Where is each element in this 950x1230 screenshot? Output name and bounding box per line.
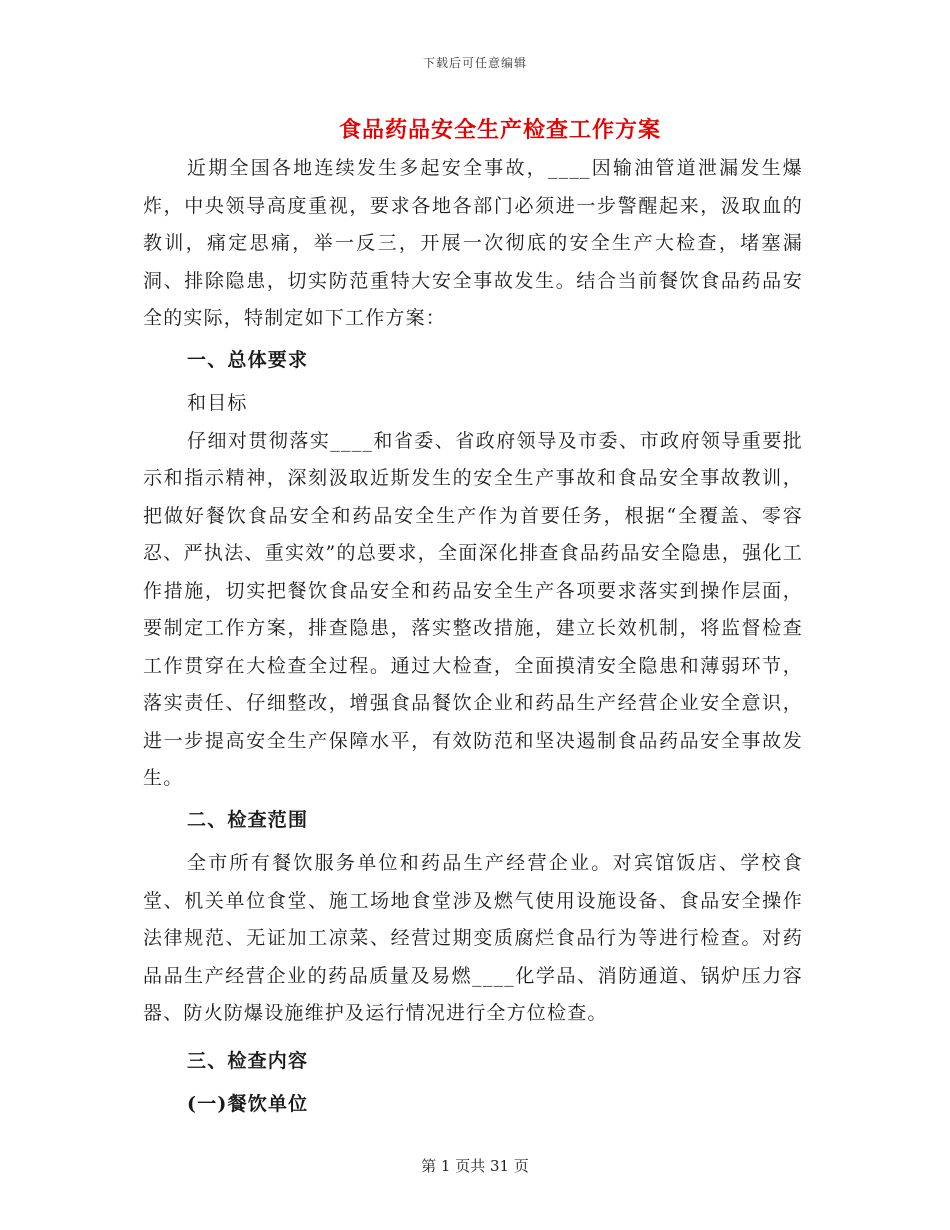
section-1-subheading: 和目标	[187, 392, 248, 414]
section-1-heading: 一、总体要求	[187, 348, 309, 371]
document-body	[143, 150, 803, 1124]
page-footer: 第 1 页共 31 页	[421, 1157, 529, 1175]
page-header-note: 下载后可任意编辑	[422, 56, 527, 70]
intro-paragraph: 近期全国各地连续发生多起安全事故，____因输油管道泄漏发生爆炸，中央领导高度重视，要求各地各部门必须进一步警醒起来，汲取血的教训，痛定思痛，举一反三，开展一次彻底的安全生产大检查，堵塞漏洞、排除隐患，切实防范重特大安全事故发生。结合当前餐饮食品药品安全的实际，特制定如下工作方案：	[143, 157, 803, 329]
section-1-paragraph: 仔细对贯彻落实____和省委、省政府领导及市委、市政府领导重要批示和指示精神，深刻汲取近斯发生的安全生产事故和食品安全事故教训，把做好餐饮食品安全和药品安全生产作为首要任务，根据“全覆盖、零容忍、严执法、重实效”的总要求，全面深化排查食品药品安全隐患，强化工作措施，切实把餐饮食品安全和药品安全生产各项要求落实到操作层面，要制定工作方案，排查隐患，落实整改措施，建立长效机制，将监督检查工作贯穿在大检查全过程。通过大检查，全面摸清安全隐患和薄弱环节，落实责任、仔细整改，增强食品餐饮企业和药品生产经营企业安全意识，进一步提高安全生产保障水平，有效防范和坚决遏制食品药品安全事故发生。	[143, 429, 803, 789]
section-3-subheading: (一)餐饮单位	[187, 1093, 309, 1115]
section-3-heading: 三、检查内容	[187, 1049, 309, 1072]
section-2-heading: 二、检查范围	[187, 808, 309, 831]
section-2-paragraph: 全市所有餐饮服务单位和药品生产经营企业。对宾馆饭店、学校食堂、机关单位食堂、施工场地食堂涉及燃气使用设施设备、食品安全操作法律规范、无证加工凉菜、经营过期变质腐烂食品行为等进行检查。对药品品生产经营企业的药品质量及易燃____化学品、消防通道、锅炉压力容器、防火防爆设施维护及运行情况进行全方位检查。	[143, 852, 803, 1024]
document-title: 食品药品安全生产检查工作方案	[338, 117, 661, 143]
